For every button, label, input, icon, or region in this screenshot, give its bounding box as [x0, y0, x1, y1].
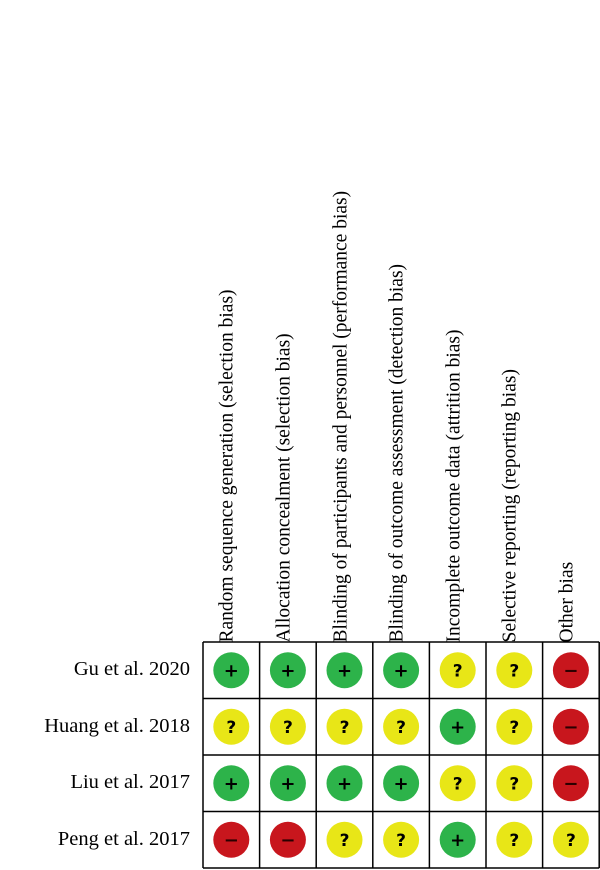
- risk-symbol-unclear: ?: [509, 661, 520, 682]
- risk-symbol-unclear: ?: [509, 830, 520, 851]
- column-header: Random sequence generation (selection bias): [216, 288, 238, 642]
- risk-cell-low: [440, 822, 476, 858]
- risk-cell-low: [270, 765, 306, 801]
- risk-cell-unclear: [383, 709, 419, 745]
- risk-cell-low: [213, 652, 249, 688]
- study-label: Gu et al. 2020: [73, 658, 190, 681]
- risk-cell-unclear: [496, 822, 532, 858]
- risk-cell-unclear: [440, 652, 476, 688]
- risk-symbol-low: +: [280, 773, 296, 795]
- risk-symbol-low: +: [223, 660, 239, 682]
- risk-symbol-unclear: ?: [339, 830, 350, 851]
- risk-cell-high: [553, 765, 589, 801]
- column-header: Blinding of participants and personnel (performance bias): [330, 190, 351, 642]
- risk-cell-unclear: [270, 709, 306, 745]
- risk-cell-unclear: [553, 822, 589, 858]
- risk-symbol-unclear: ?: [565, 830, 576, 851]
- study-label: Huang et al. 2018: [44, 714, 190, 737]
- risk-symbol-low: +: [223, 773, 239, 795]
- risk-cell-unclear: [383, 822, 419, 858]
- risk-cell-high: [270, 822, 306, 858]
- risk-symbol-low: +: [336, 660, 353, 682]
- risk-cell-low: [270, 652, 306, 688]
- risk-symbol-unclear: ?: [396, 830, 407, 851]
- risk-cell-unclear: [440, 765, 476, 801]
- risk-symbol-low: +: [393, 773, 409, 795]
- risk-symbol-unclear: ?: [452, 661, 463, 682]
- risk-symbol-low: +: [450, 716, 466, 738]
- risk-symbol-unclear: ?: [452, 774, 463, 795]
- risk-cell-low: [327, 652, 363, 688]
- risk-cell-low: [440, 709, 476, 745]
- column-header: Allocation concealment (selection bias): [273, 332, 295, 642]
- risk-cell-high: [213, 822, 249, 858]
- risk-cell-high: [553, 652, 589, 688]
- risk-symbol-low: +: [393, 660, 409, 682]
- study-label: Liu et al. 2017: [70, 771, 190, 794]
- risk-symbol-high: −: [563, 660, 579, 682]
- risk-cell-unclear: [496, 652, 532, 688]
- risk-cell-low: [213, 765, 249, 801]
- column-header: Other bias: [556, 561, 578, 642]
- column-header: Blinding of outcome assessment (detection bias): [386, 263, 408, 642]
- risk-symbol-high: −: [563, 716, 579, 738]
- risk-symbol-high: −: [223, 829, 239, 851]
- risk-symbol-low: +: [450, 829, 466, 851]
- risk-symbol-unclear: ?: [509, 717, 520, 738]
- risk-symbol-unclear: ?: [396, 717, 407, 738]
- risk-cell-unclear: [327, 709, 363, 745]
- risk-cell-unclear: [496, 709, 532, 745]
- risk-cell-low: [383, 765, 419, 801]
- risk-symbol-unclear: ?: [339, 717, 350, 738]
- risk-cell-low: [383, 652, 419, 688]
- risk-symbol-high: −: [280, 829, 296, 851]
- risk-cell-unclear: [496, 765, 532, 801]
- risk-symbol-unclear: ?: [282, 717, 293, 738]
- risk-cell-unclear: [213, 709, 249, 745]
- study-label: Peng et al. 2017: [57, 827, 190, 850]
- risk-symbol-low: +: [280, 660, 296, 682]
- risk-symbol-unclear: ?: [226, 717, 237, 738]
- risk-symbol-high: −: [563, 773, 579, 795]
- column-header: Selective reporting (reporting bias): [499, 368, 521, 642]
- risk-cell-unclear: [327, 822, 363, 858]
- risk-symbol-unclear: ?: [509, 774, 520, 795]
- risk-cell-high: [553, 709, 589, 745]
- risk-cell-low: [327, 765, 363, 801]
- risk-symbol-low: +: [336, 773, 353, 795]
- column-header: Incomplete outcome data (attrition bias): [443, 329, 465, 642]
